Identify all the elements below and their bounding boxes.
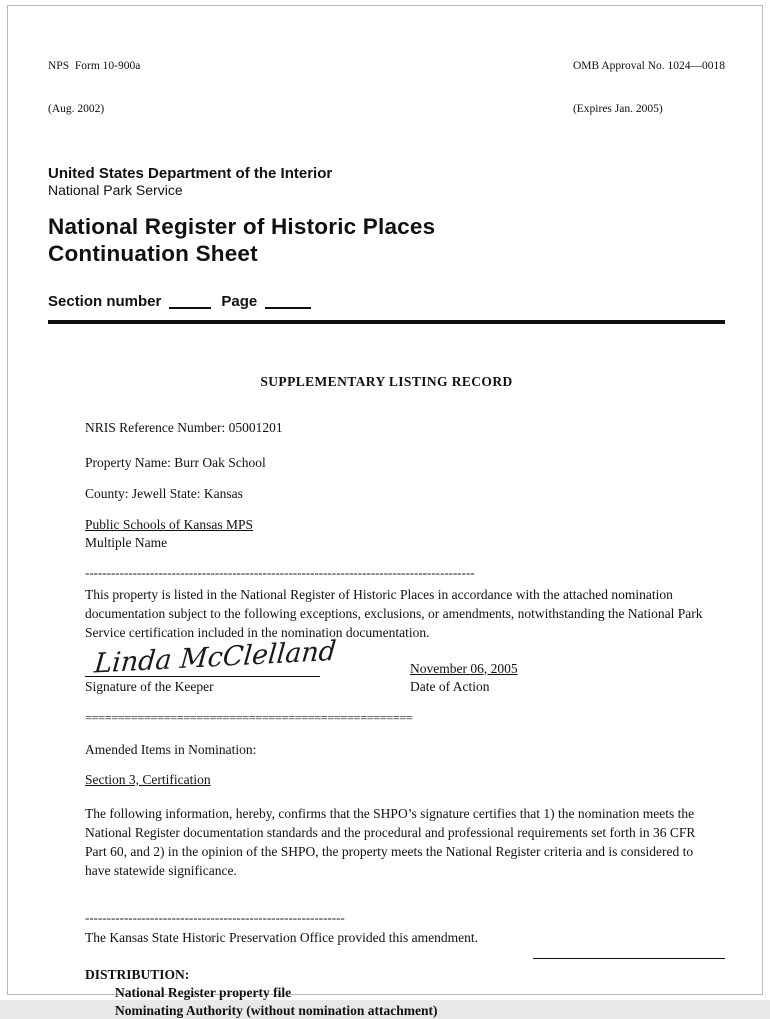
- equals-separator: ==================================================: [85, 710, 413, 725]
- fill-in-line: [533, 958, 725, 959]
- page-blank: [265, 295, 311, 309]
- signature-block: [85, 635, 338, 695]
- signature-row: [85, 635, 717, 695]
- distribution-heading: DISTRIBUTION:: [85, 967, 190, 983]
- keeper-signature: Linda McClelland: [92, 635, 338, 680]
- agency-name: United States Department of the Interior: [48, 165, 333, 182]
- multiple-name-label: Multiple Name: [85, 535, 168, 551]
- dashed-separator-1: ------------------------------------------------------------------------------------------: [85, 565, 475, 581]
- omb-block: [573, 30, 725, 145]
- supplementary-heading: SUPPLEMENTARY LISTING RECORD: [260, 374, 513, 390]
- multiple-name-value: Public Schools of Kansas MPS: [85, 517, 254, 533]
- date-of-action-value: November 06, 2005: [410, 660, 518, 676]
- service-name: National Park Service: [48, 182, 183, 198]
- county-state: County: Jewell State: Kansas: [85, 486, 243, 502]
- dashed-separator-2: ------------------------------------------------------------: [85, 910, 345, 926]
- signature-label: Signature of the Keeper: [85, 678, 214, 694]
- document-body: [85, 420, 717, 1019]
- certification-paragraph: The following information, hereby, confirms that the SHPO’s signature certifies that 1) the nomination meets the National Register documentation standards and the procedural and professional requirements set forth in 36 CFR Part 60, and 2) in the opinion of the SHPO, the property meets the National Register criteria and is considered to have statewide significance.: [85, 805, 696, 879]
- section-3-heading: Section 3, Certification: [85, 771, 211, 787]
- section-page-row: [48, 293, 725, 310]
- document-title: [48, 214, 725, 267]
- form-date: (Aug. 2002): [48, 102, 105, 115]
- date-of-action-label: Date of Action: [410, 678, 490, 694]
- header-rule: [48, 320, 725, 324]
- distribution-item-1: National Register property file: [115, 985, 292, 1001]
- scan-speck: [210, 936, 213, 942]
- document-title-line2: Continuation Sheet: [48, 240, 258, 266]
- omb-approval: OMB Approval No. 1024—0018: [572, 59, 725, 72]
- amendment-note: The Kansas State Historic Preservation Office provided this amendment.: [85, 930, 479, 946]
- section-number-blank: [169, 295, 211, 309]
- section-number-label: Section number: [48, 293, 162, 311]
- date-block: [410, 661, 518, 695]
- omb-expires: (Expires Jan. 2005): [572, 102, 663, 115]
- property-name: Property Name: Burr Oak School: [85, 455, 266, 471]
- page-label: Page: [221, 293, 258, 311]
- form-number: NPS Form 10-900a: [48, 59, 141, 72]
- agency-block: [48, 165, 725, 198]
- amended-items-heading: Amended Items in Nomination:: [85, 741, 257, 757]
- form-header: [48, 30, 725, 145]
- distribution-item-2: Nominating Authority (without nomination attachment): [115, 1003, 438, 1019]
- nris-reference: NRIS Reference Number: 05001201: [85, 420, 283, 436]
- document-title-line1: National Register of Historic Places: [48, 214, 436, 239]
- form-number-block: [48, 30, 140, 145]
- listing-paragraph: This property is listed in the National Register of Historic Places in accordance with the attached nomination documentation subject to the following exceptions, exclusions, or amendments, notwithstanding the National Park Service certification included in the nomination documentation.: [85, 587, 703, 641]
